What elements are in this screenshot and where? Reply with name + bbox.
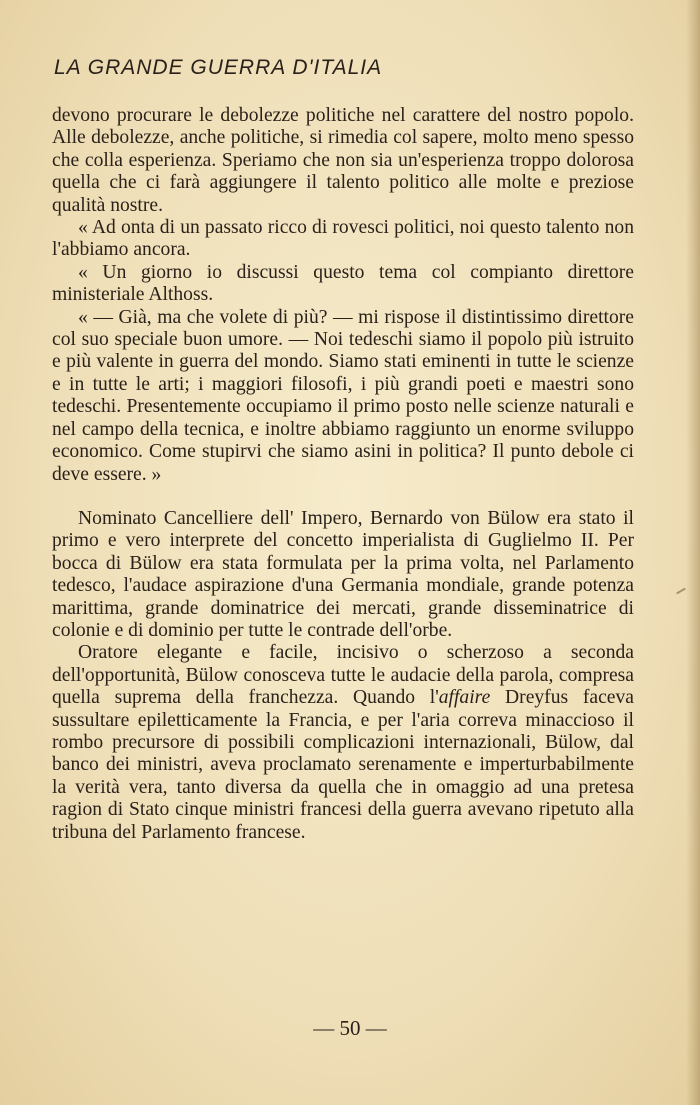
- paper-speck: [676, 588, 686, 595]
- paragraph: Nominato Cancelliere dell' Impero, Bernardo von Bülow era stato il primo e vero interprete del concetto imperialista di Guglielmo II. Per bocca di Bülow era stata formulata per la prima volta, nel Parlamento tedesco, l'audace aspirazione d'una Germania mondiale, grande potenza marittima, grande dominatrice dei mercati, grande disseminatrice di colonie e di dominio per tutte le contrade dell'orbe.: [52, 507, 634, 641]
- page-number: — 50 —: [313, 1016, 387, 1040]
- paragraph: « Un giorno io discussi questo tema col compianto direttore ministeriale Althoss.: [52, 261, 634, 306]
- paragraph-text: Oratore elegante e facile, incisivo o scherzoso a seconda dell'opportunità, Bülow conosceva tutte le audacie della parola, compresa quella suprema della franchezza. Quando l': [52, 642, 634, 709]
- body-text: [52, 105, 634, 844]
- paragraph: « — Già, ma che volete di più? — mi rispose il distintissimo direttore col suo speciale buon umore. — Noi tedeschi siamo il popolo più istruito e più valente in guerra del mondo. Siamo stati eminenti in tutte le scienze e in tutte le arti; i maggiori filosofi, i più grandi poeti e maestri sono tedeschi. Presentemente occupiamo il primo posto nelle scienze naturali e nel campo della tecnica, e inoltre abbiamo raggiunto un enorme sviluppo economico. Come stupirvi che siamo asini in politica? Il punto debole ci deve essere. »: [52, 306, 634, 485]
- paragraph-text: Dreyfus faceva sussultare epiletticamente la Francia, e per l'aria correva minaccioso il rombo precursore di possibili complicazioni internazionali, Bülow, dal banco dei ministri, aveva proclamato serenamente e imperturbabilmente la verità vera, tanto diversa da quella che in omaggio ad una pretesa ragion di Stato cinque ministri francesi della guerra avevano ripetuto alla tribuna del Parlamento francese.: [52, 687, 634, 843]
- running-head: LA GRANDE GUERRA D'ITALIA: [54, 56, 383, 79]
- paragraph: devono procurare le debolezze politiche nel carattere del nostro popolo. Alle debolezze, anche politiche, si rimedia col sapere, molto meno spesso che colla esperienza. Speriamo che non sia un'esperienza troppo dolorosa quella che ci farà aggiungere il talento politico alle molte e preziose qualità nostre.: [52, 105, 634, 216]
- page-edge-shadow: [686, 0, 700, 1105]
- paragraph: « Ad onta di un passato ricco di rovesci politici, noi questo talento non l'abbiamo ancora.: [52, 217, 634, 261]
- italic-word: affaire: [438, 687, 491, 709]
- paragraph: [52, 642, 634, 844]
